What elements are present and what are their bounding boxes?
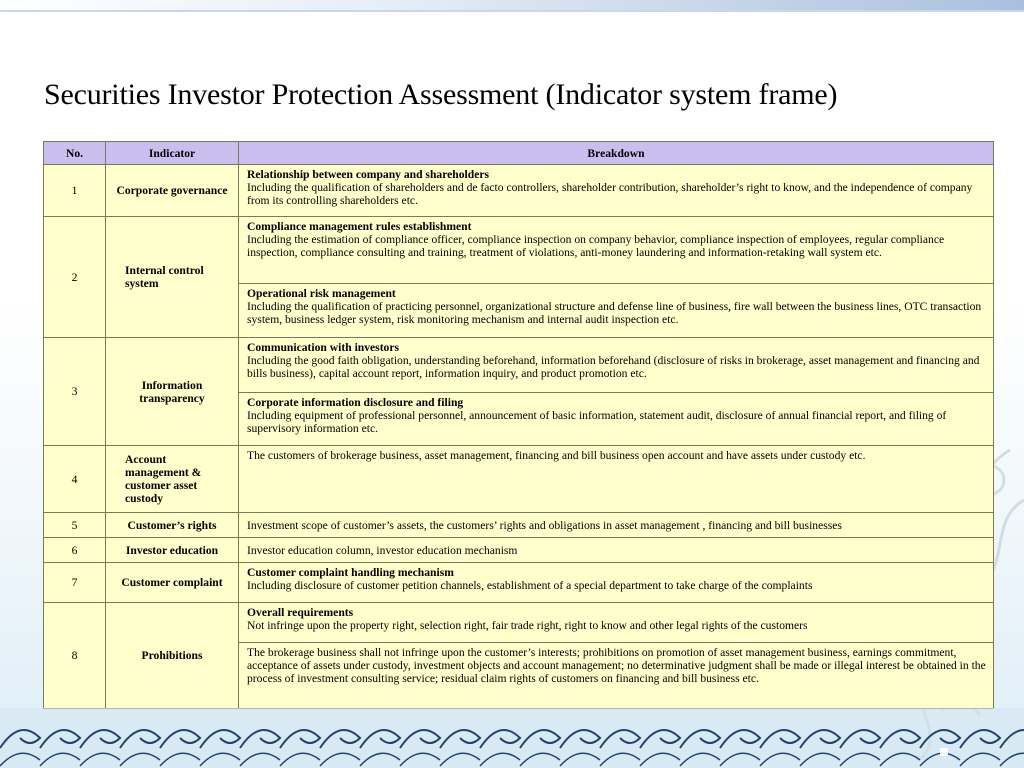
table-row — [44, 513, 994, 538]
breakdown-text: Including the good faith obligation, understanding beforehand, information beforehand (disclosure of risks in brokerage, asset management and financing and bills business), capital account report, information inquiry, and product promotion etc. — [247, 354, 980, 380]
indicator-cell: Account management & customer asset custody — [106, 446, 239, 513]
breakdown-text: Including equipment of professional personnel, announcement of basic information, statement audit, disclosure of annual financial report, and filing of supervisory information etc. — [247, 409, 947, 435]
table-row — [44, 563, 994, 603]
indicator-cell: Corporate governance — [106, 165, 239, 217]
table-row — [44, 446, 994, 513]
breakdown-cell — [239, 538, 994, 563]
breakdown-title: Customer complaint handling mechanism — [247, 566, 454, 579]
breakdown-cell — [239, 217, 994, 284]
breakdown-title: Corporate information disclosure and filing — [247, 396, 464, 409]
header-breakdown: Breakdown — [239, 142, 994, 165]
breakdown-text: The customers of brokerage business, asset management, financing and bill business open account and have assets under custody etc. — [247, 449, 866, 462]
breakdown-title: Compliance management rules establishment — [247, 220, 472, 233]
indicator-cell: Customer’s rights — [106, 513, 239, 538]
breakdown-cell — [239, 165, 994, 217]
table-row — [44, 603, 994, 643]
indicator-cell: Information transparency — [106, 338, 239, 446]
breakdown-title: Operational risk management — [247, 287, 396, 300]
breakdown-text: The brokerage business shall not infringe upon the customer’s interests; prohibitions on promotion of asset management business, earnings commitment, acceptance of assets under custody, investment objects and account management; no determinative judgment shall be made or illegal interest be obtained in the process of investment consulting service; residual claim rights of customers on financing and bill business etc. — [247, 646, 986, 685]
breakdown-text: Including the estimation of compliance officer, compliance inspection on company behavior, compliance inspection of employees, regular compliance inspection, compliance consulting and training, treatment of violations, anti-money laundering and information-retaking wall system etc. — [247, 233, 945, 259]
row-number: 7 — [44, 563, 106, 603]
indicator-cell: Investor education — [106, 538, 239, 563]
table-header-row — [44, 142, 994, 165]
indicator-cell: Prohibitions — [106, 603, 239, 709]
breakdown-cell — [239, 338, 994, 393]
row-number: 1 — [44, 165, 106, 217]
breakdown-text: Including the qualification of shareholders and de facto controllers, shareholder contribution, shareholder’s right to know, and the independence of company from its controlling shareholders etc. — [247, 181, 973, 207]
breakdown-cell — [239, 513, 994, 538]
breakdown-cell — [239, 393, 994, 446]
indicator-cell: Internal control system — [106, 217, 239, 338]
header-indicator: Indicator — [106, 142, 239, 165]
breakdown-text: Investor education column, investor education mechanism — [247, 543, 518, 557]
breakdown-cell — [239, 603, 994, 643]
breakdown-title: Relationship between company and shareholders — [247, 168, 489, 181]
row-number: 4 — [44, 446, 106, 513]
breakdown-text: Not infringe upon the property right, selection right, fair trade right, right to know and other legal rights of the customers — [247, 619, 808, 632]
breakdown-cell — [239, 643, 994, 709]
breakdown-title: Communication with investors — [247, 341, 400, 354]
page-title: Securities Investor Protection Assessment (Indicator system frame) — [44, 78, 838, 111]
indicator-table — [43, 141, 994, 709]
breakdown-cell — [239, 563, 994, 603]
breakdown-cell — [239, 284, 994, 338]
breakdown-cell — [239, 446, 994, 513]
row-number: 3 — [44, 338, 106, 446]
top-gradient-bar — [0, 0, 1024, 10]
table-row — [44, 338, 994, 393]
indicator-cell: Customer complaint — [106, 563, 239, 603]
table-row — [44, 217, 994, 284]
row-number: 8 — [44, 603, 106, 709]
header-no: No. — [44, 142, 106, 165]
top-divider — [0, 10, 1024, 12]
row-number: 6 — [44, 538, 106, 563]
breakdown-text: Including disclosure of customer petition channels, establishment of a special department to take charge of the complaints — [247, 579, 813, 592]
wave-border-icon — [0, 708, 1024, 768]
table-row — [44, 538, 994, 563]
table-row — [44, 165, 994, 217]
row-number: 2 — [44, 217, 106, 338]
breakdown-text: Including the qualification of practicing personnel, organizational structure and defense line of business, fire wall between the business lines, OTC transaction system, business ledger system, risk monitoring mechanism and internal audit inspection etc. — [247, 300, 982, 326]
breakdown-title: Overall requirements — [247, 606, 354, 619]
row-number: 5 — [44, 513, 106, 538]
breakdown-text: Investment scope of customer’s assets, the customers’ rights and obligations in asset management , financing and bill businesses — [247, 518, 842, 532]
